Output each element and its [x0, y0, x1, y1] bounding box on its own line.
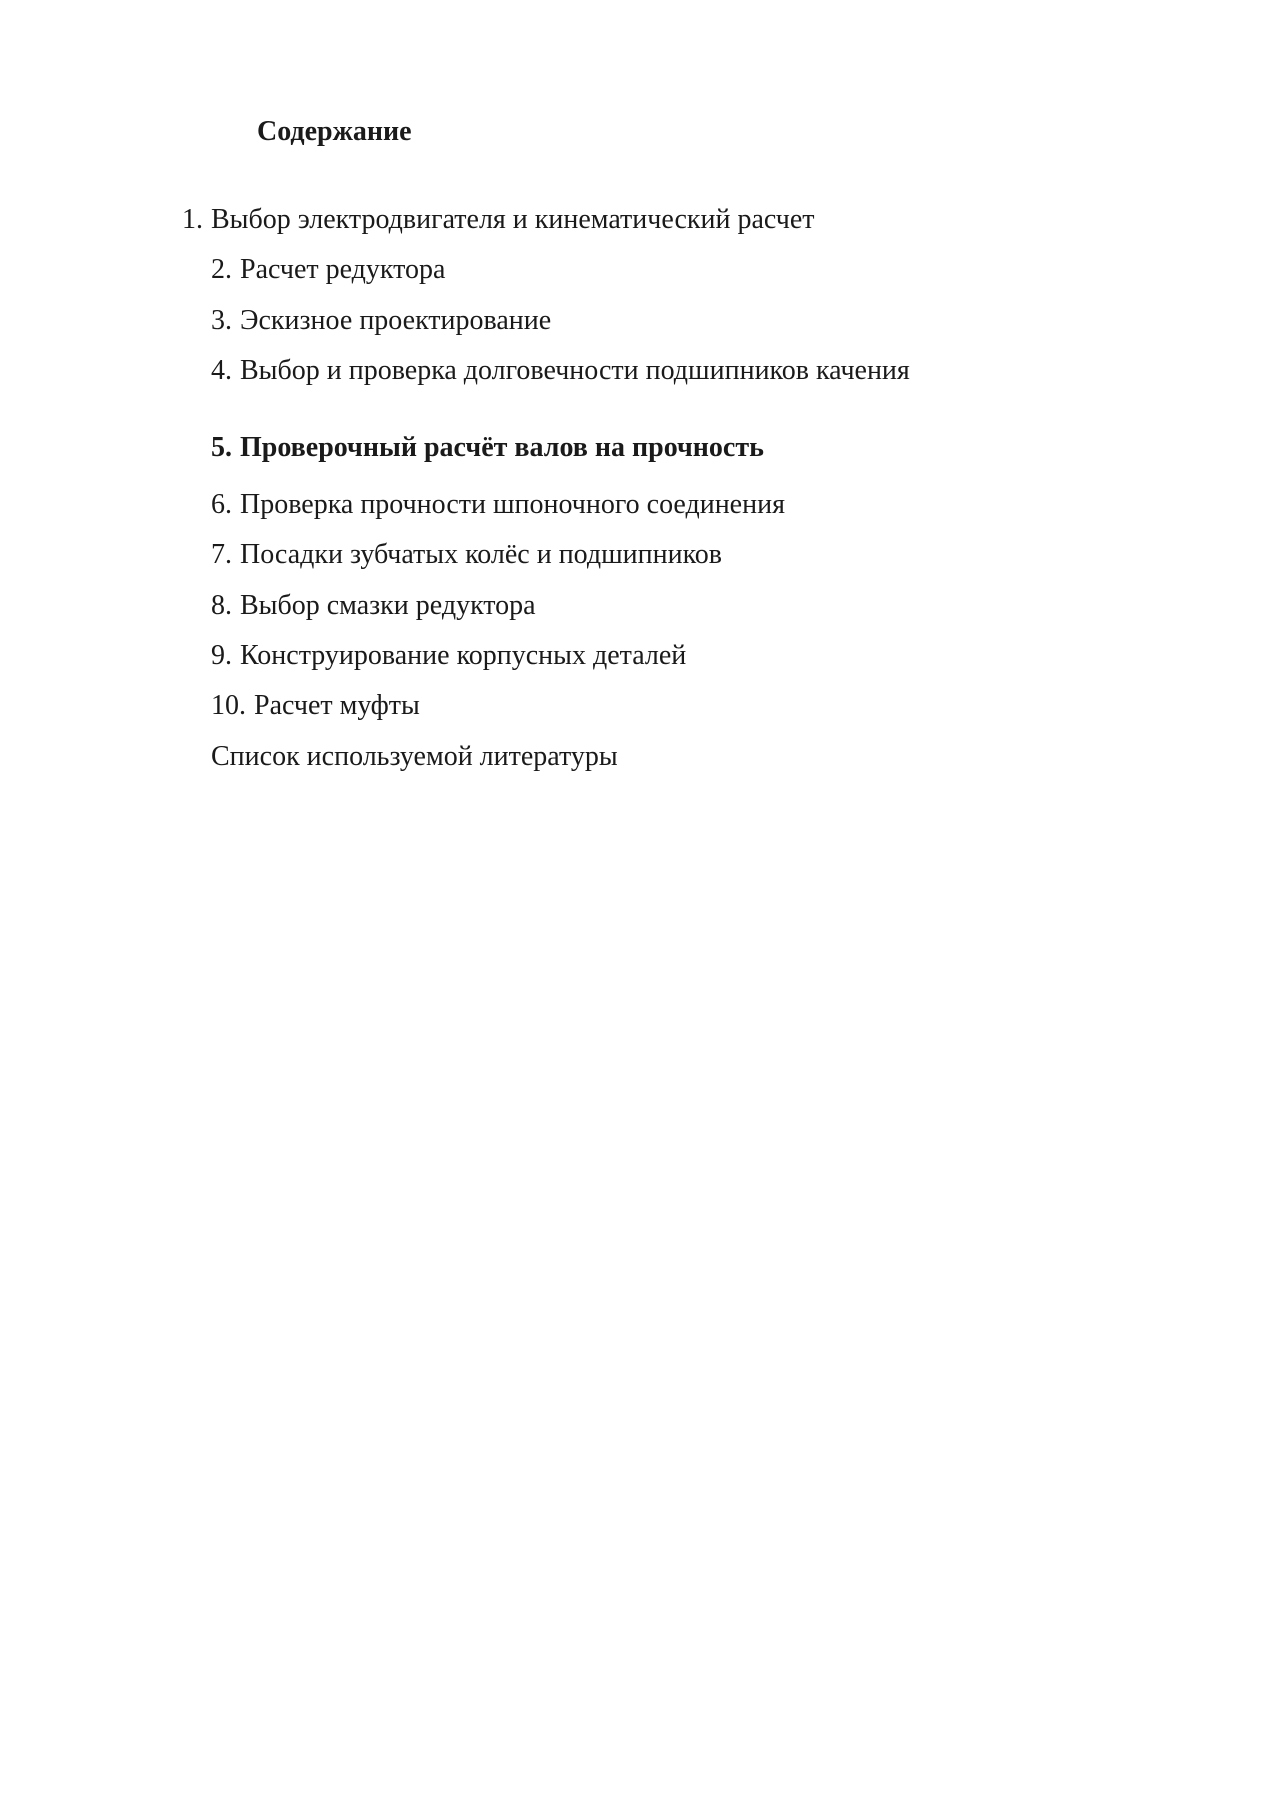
- toc-item-text: Проверка прочности шпоночного соединения: [240, 489, 785, 520]
- toc-item-text: Выбор электродвигателя и кинематический расчет: [211, 204, 815, 235]
- toc-item: [211, 357, 910, 385]
- page-title: Содержание: [257, 116, 412, 147]
- toc-item: [211, 491, 785, 519]
- toc-item-text: Конструирование корпусных деталей: [240, 640, 687, 671]
- toc-item: [211, 592, 536, 620]
- toc-item-number: 10.: [211, 690, 246, 721]
- toc-item-text: Выбор смазки редуктора: [240, 590, 536, 621]
- toc-item-number: 7.: [211, 539, 232, 570]
- toc-item: [211, 692, 420, 720]
- toc-item-text: Эскизное проектирование: [240, 305, 552, 336]
- toc-item-text: Расчет редуктора: [240, 254, 446, 285]
- toc-item: [211, 541, 722, 569]
- toc-item-text: Посадки зубчатых колёс и подшипников: [240, 539, 723, 570]
- toc-item: [211, 307, 551, 335]
- toc-item-text: Расчет муфты: [254, 690, 420, 721]
- toc-item-number: 6.: [211, 489, 232, 520]
- toc-item-number: 3.: [211, 305, 232, 336]
- toc-item-number: 1.: [182, 204, 203, 235]
- toc-item: [211, 256, 445, 284]
- toc-item-number: 4.: [211, 355, 232, 386]
- toc-item: [211, 642, 686, 670]
- toc-item-highlighted: [211, 434, 764, 462]
- toc-item-number: 9.: [211, 640, 232, 671]
- toc-item-number: 5.: [211, 432, 232, 463]
- toc-item: [182, 206, 815, 234]
- toc-bibliography: Список используемой литературы: [211, 741, 618, 772]
- toc-item-text: Выбор и проверка долговечности подшипников качения: [240, 355, 910, 386]
- toc-item-number: 2.: [211, 254, 232, 285]
- toc-item-text: Проверочный расчёт валов на прочность: [240, 432, 764, 463]
- toc-item-number: 8.: [211, 590, 232, 621]
